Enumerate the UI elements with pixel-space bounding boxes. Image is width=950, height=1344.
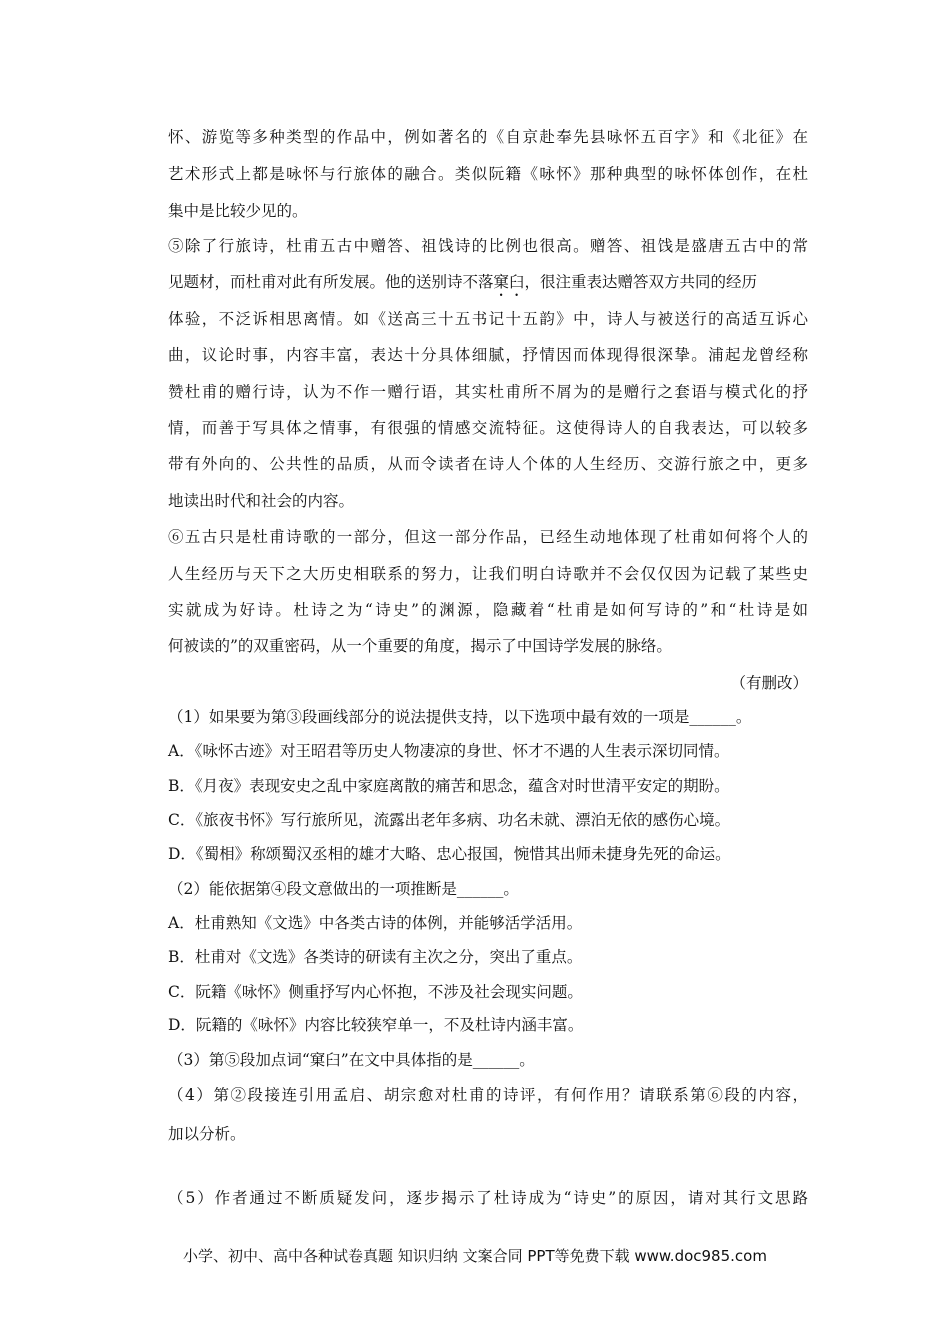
article-line: 赞杜甫的赠行诗，认为不作一赠行语，其实杜甫所不屑为的是赠行之套语与模式化的抒 [168,383,808,401]
article-line-part: ，很注重表达赠答双方共同的经历 [524,273,758,291]
question-1-option-c: C．《旅夜书怀》写行旅所见，流露出老年多病、功名未就、漂泊无依的感伤心境。 [168,811,731,829]
article-line: 实就成为好诗。杜诗之为“诗史”的渊源，隐藏着“杜甫是如何写诗的”和“杜诗是如 [168,601,808,619]
source-note: （有删改） [730,674,808,692]
article-line: 艺术形式上都是咏怀与行旅体的融合。类似阮籍《咏怀》那种典型的咏怀体创作，在杜 [168,165,808,183]
article-line: 集中是比较少见的。 [168,202,308,220]
article-line-with-dotted-word [168,272,808,292]
article-line-para6: ⑥五古只是杜甫诗歌的一部分，但这一部分作品，已经生动地体现了杜甫如何将个人的 [168,528,808,546]
question-1: （1）如果要为第③段画线部分的说法提供支持，以下选项中最有效的一项是______。 [168,708,752,726]
question-2-option-c: C．阮籍《咏怀》侧重抒写内心怀抱，不涉及社会现实问题。 [168,983,583,1001]
question-4-cont: 加以分析。 [168,1125,246,1143]
article-line: 情，而善于写具体之情事，有很强的情感交流特征。这使得诗人的自我表达，可以较多 [168,419,808,437]
question-4: （4）第②段接连引用孟启、胡宗愈对杜甫的诗评，有何作用？请联系第⑥段的内容， [168,1086,808,1104]
page-footer: 小学、初中、高中各种试卷真题 知识归纳 文案合同 PPT等免费下载 www.doc985.com [183,1247,767,1265]
question-2-option-d: D．阮籍的《咏怀》内容比较狭窄单一，不及杜诗内涵丰富。 [168,1016,584,1034]
article-line: 怀、游览等多种类型的作品中，例如著名的《自京赴奉先县咏怀五百字》和《北征》在 [168,128,808,146]
question-1-option-a: A．《咏怀古迹》对王昭君等历史人物凄凉的身世、怀才不遇的人生表示深切同情。 [168,742,730,760]
article-line: 带有外向的、公共性的品质，从而令读者在诗人个体的人生经历、交游行旅之中，更多 [168,455,808,473]
article-line-para5: ⑤除了行旅诗，杜甫五古中赠答、祖饯诗的比例也很高。赠答、祖饯是盛唐五古中的常 [168,237,808,255]
question-2-option-a: A．杜甫熟知《文选》中各类古诗的体例，并能够活学活用。 [168,914,583,932]
article-line: 何被读的”的双重密码，从一个重要的角度，揭示了中国诗学发展的脉络。 [168,637,672,655]
question-3: （3）第⑤段加点词“窠臼”在文中具体指的是______。 [168,1051,535,1069]
question-1-option-d: D．《蜀相》称颂蜀汉丞相的雄才大略、忠心报国，惋惜其出师未捷身先死的命运。 [168,845,731,863]
article-line: 人生经历与天下之大历史相联系的努力，让我们明白诗歌并不会仅仅因为记载了某些史 [168,565,808,583]
question-5: （5）作者通过不断质疑发问，逐步揭示了杜诗成为“诗史”的原因，请对其行文思路 [168,1189,808,1207]
article-line-part: 见题材，而杜甫对此有所发展。他的送别诗不落 [168,273,494,291]
article-line: 体验，不泛诉相思离情。如《送高三十五书记十五韵》中，诗人与被送行的高适互诉心 [168,310,808,328]
question-2-option-b: B．杜甫对《文选》各类诗的研读有主次之分，突出了重点。 [168,948,583,966]
article-line: 曲，议论时事，内容丰富，表达十分具体细腻，抒情因而体现得很深挚。浦起龙曾经称 [168,346,808,364]
question-1-option-b: B．《月夜》表现安史之乱中家庭离散的痛苦和思念，蕴含对时世清平安定的期盼。 [168,777,730,795]
dotted-word: 窠臼 [493,273,525,291]
article-line: 地读出时代和社会的内容。 [168,492,355,510]
question-2: （2）能依据第④段文意做出的一项推断是______。 [168,880,519,898]
